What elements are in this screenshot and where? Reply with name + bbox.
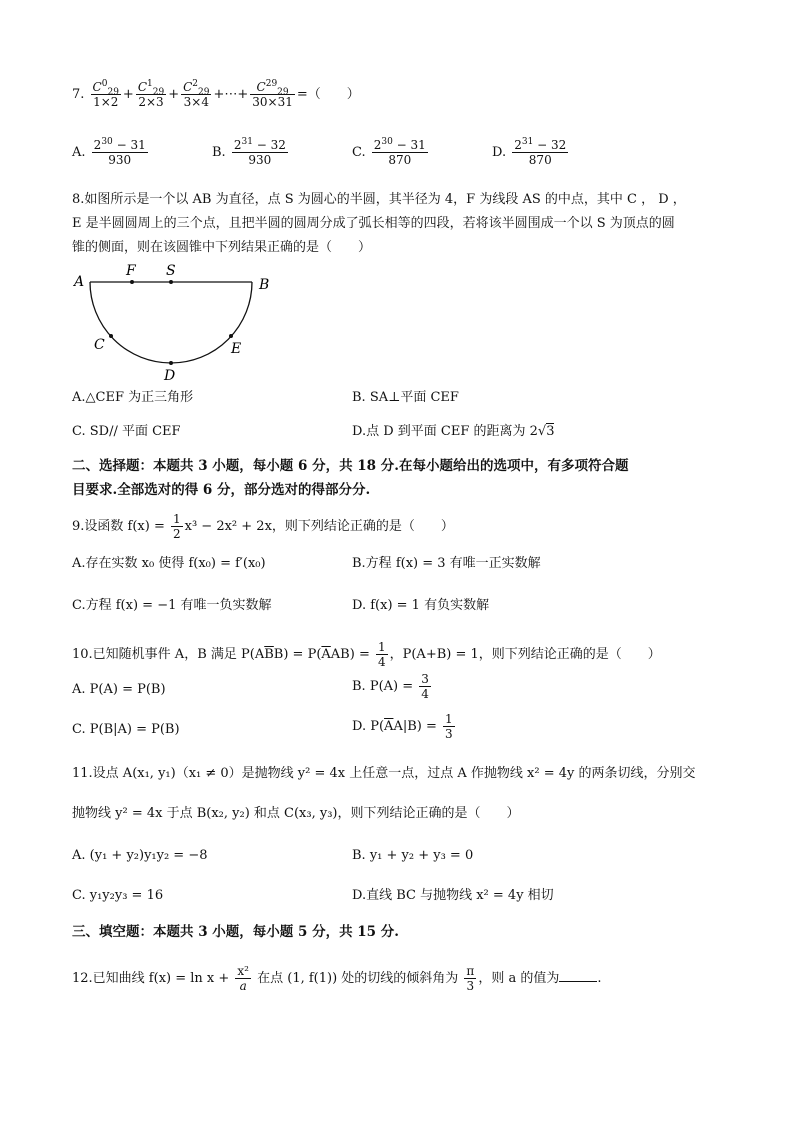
section2-heading-line2: 目要求.全部选对的得 6 分，部分选对的得部分分.	[72, 482, 371, 498]
q10-option-a[interactable]: A. P(A) = P(B)	[72, 682, 166, 697]
section3-heading: 三、填空题：本题共 3 小题，每小题 5 分，共 15 分.	[72, 924, 399, 940]
label-e: E	[231, 341, 242, 357]
point-d	[169, 361, 173, 365]
q11-option-c[interactable]: C. y₁y₂y₃ = 16	[72, 888, 164, 903]
q8-stem-line2: E 是半圆圆周上的三个点，且把半圆的圆周分成了弧长相等的四段，若将该半圆围成一个以 S 为顶点的圆	[72, 216, 675, 231]
section2-heading-line1: 二、选择题：本题共 3 小题，每小题 6 分，共 18 分.在每小题给出的选项中，有多项符合题	[72, 458, 629, 474]
q7-option-c[interactable]: C. $\frac{2^{30} - 31}{870}$	[352, 137, 426, 167]
q11-option-d[interactable]: D.直线 BC 与抛物线 x² = 4y 相切	[352, 888, 554, 903]
q8-stem-line1: 8.如图所示是一个以 AB 为直径，点 S 为圆心的半圆，其半径为 4，F 为线段 AS 的中点，其中 C ， D ，	[72, 192, 686, 207]
q7-option-d[interactable]: D. $\frac{2^{31} - 32}{870}$	[492, 137, 567, 167]
q7-term-0: $\frac{C^0_{29}}{1\times 2}$	[92, 79, 119, 109]
q8-stem-line3: 锥的侧面，则在该圆锥中下列结果正确的是（ ）	[72, 240, 372, 255]
label-b: B	[259, 277, 270, 293]
q12-stem: 12.已知曲线 f(x) = ln x + $\frac{\text{x²}}{a}$ 在点 (1, f(1)) 处的切线的倾斜角为 $\frac{\pi}{3}$ ，则 a 的值为 .	[72, 964, 602, 993]
q10-stem: 10.已知随机事件 A，B 满足 $P(A\overline{B}B) = P(\overline{A}AB)$ = $\frac{1}{4}$ ，P(A+B) = 1，则下列结论正确的是（ ）	[72, 640, 661, 669]
point-e	[229, 334, 233, 338]
q7-option-a[interactable]: A. $\frac{2^{30} - 31}{930}$	[72, 137, 146, 167]
q10-option-c[interactable]: C. P(B|A) = P(B)	[72, 722, 180, 737]
q9-stem: 9.设函数 f(x) = $\frac{1}{2}$ x³ − 2x² + 2x，则下列结论正确的是（ ）	[72, 512, 454, 541]
q9-option-a[interactable]: A.存在实数 x₀ 使得 f(x₀) = f′(x₀)	[72, 556, 266, 571]
q7-term-1: $\frac{C^1_{29}}{2\times 3}$	[137, 79, 165, 109]
semicircle-figure	[70, 260, 290, 385]
label-d: D	[164, 368, 176, 384]
q9-option-d[interactable]: D. f(x) = 1 有负实数解	[352, 598, 490, 613]
q9-option-c[interactable]: C.方程 f(x) = −1 有唯一负实数解	[72, 598, 272, 613]
q7-stem: 7. $\frac{C^0_{29}}{1\times 2}$ + $\frac{C^1_{29}}{2\times 3}$ + $\frac{C^2_{29}}{3\times 4}$ +⋯+ $\frac{C^{29}_{29}}{30\times 31}$ =（ ）	[72, 79, 360, 109]
label-c: C	[94, 337, 105, 353]
q7-term-3: $\frac{C^{29}_{29}}{30\times 31}$	[252, 79, 293, 109]
answer-blank[interactable]	[559, 969, 597, 982]
q11-stem-line2: 抛物线 y² = 4x 于点 B(x₂, y₂) 和点 C(x₃, y₃)，则下列结论正确的是（ ）	[72, 806, 520, 821]
label-s: S	[166, 263, 176, 279]
q11-stem-line1: 11.设点 A(x₁, y₁)（x₁ ≠ 0）是抛物线 y² = 4x 上任意一点，过点 A 作抛物线 x² = 4y 的两条切线，分别交	[72, 766, 696, 781]
sqrt-sign: √	[537, 424, 547, 439]
label-f: F	[126, 263, 136, 279]
point-f	[130, 280, 134, 284]
q8-option-c[interactable]: C. SD// 平面 CEF	[72, 424, 181, 439]
q8-option-b[interactable]: B. SA⊥平面 CEF	[352, 390, 459, 405]
semicircle-arc	[90, 282, 252, 363]
q8-option-a[interactable]: A.△CEF 为正三角形	[72, 390, 194, 405]
q7-term-2: $\frac{C^2_{29}}{3\times 4}$	[183, 79, 210, 109]
label-a: A	[74, 274, 85, 290]
point-s	[169, 280, 173, 284]
q7-option-b[interactable]: B. $\frac{2^{31} - 32}{930}$	[212, 137, 286, 167]
point-c	[109, 334, 113, 338]
q10-option-d[interactable]: D. $P(\overline{A}A|B)$ = $\frac{1}{3}$	[352, 712, 453, 741]
q11-option-b[interactable]: B. y₁ + y₂ + y₃ = 0	[352, 848, 474, 863]
q8-option-d[interactable]: D.点 D 到平面 CEF 的距离为 2√3	[352, 424, 555, 439]
q10-option-b[interactable]: B. P(A) = $\frac{3}{4}$	[352, 672, 429, 701]
q11-option-a[interactable]: A. (y₁ + y₂)y₁y₂ = −8	[72, 848, 208, 863]
q9-option-b[interactable]: B.方程 f(x) = 3 有唯一正实数解	[352, 556, 541, 571]
